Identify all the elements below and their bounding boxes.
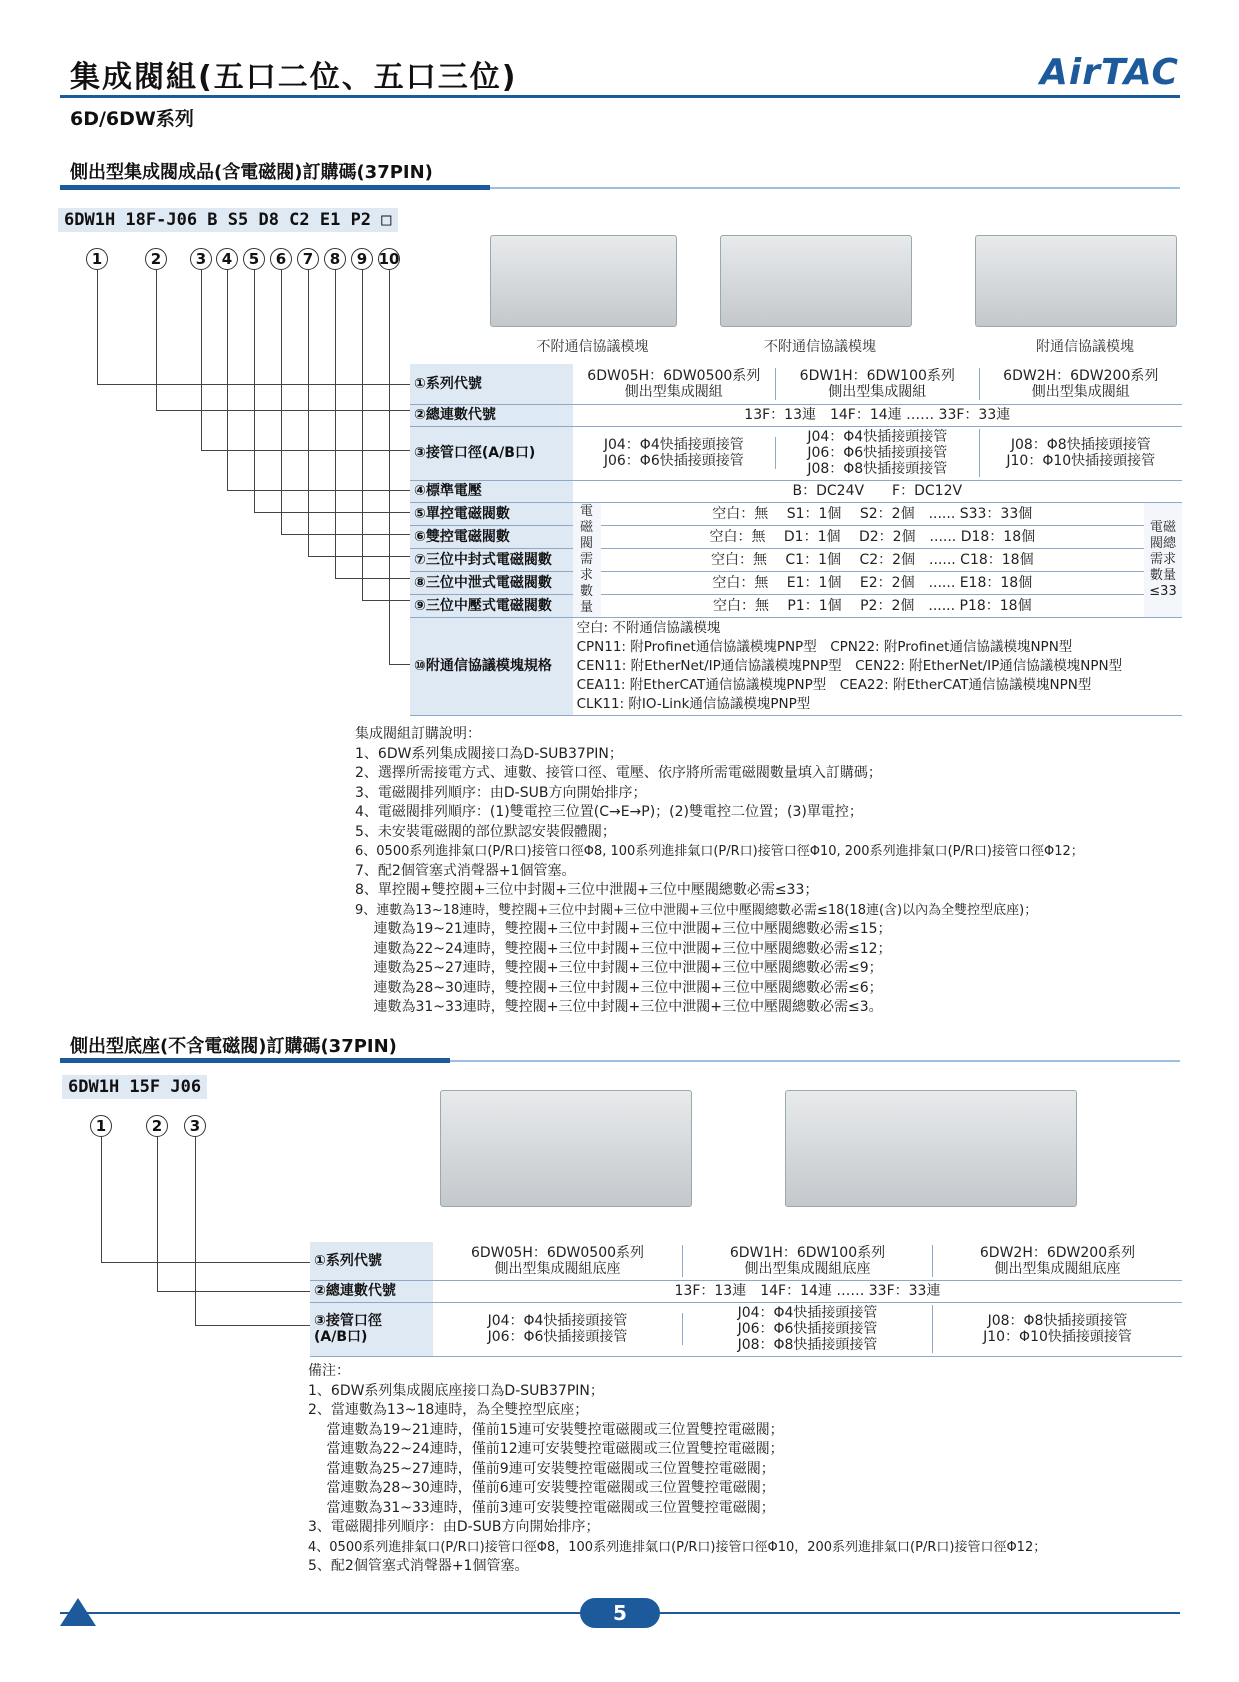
voltage-value: B：DC24V F：DC12V [573, 480, 1182, 502]
valve-row-label: ⑥雙控電磁閥數 [410, 525, 573, 548]
page-title: 集成閥組(五口二位、五口三位) [70, 60, 518, 95]
note-line: 連數為22~24連時，雙控閥+三位中封閥+三位中泄閥+三位中壓閥總數必需≤12； [355, 940, 892, 957]
row-count-label: ②總連數代號 [310, 1280, 433, 1302]
manifold-image-1 [490, 235, 677, 327]
leader-line [389, 664, 410, 665]
series-value-3: 6DW2H：6DW200系列 側出型集成閥組 [1003, 367, 1159, 400]
marker-circle: 3 [190, 248, 212, 270]
valve-row-value: 空白：無 E1：1個 E2：2個 ...... E18：18個 [601, 571, 1144, 594]
row-comm-label: ⑩附通信協議模塊規格 [410, 617, 573, 715]
marker-circle: 9 [351, 248, 373, 270]
notes-1 [355, 725, 1185, 1018]
note-line: 當連數為25~27連時，僅前9連可安裝雙控電磁閥或三位置雙控電磁閥； [308, 1460, 775, 1477]
spec-table-1 [410, 364, 1182, 716]
section1-title: 側出型集成閥成品(含電磁閥)訂購碼(37PIN) [70, 162, 433, 183]
marker-circle: 1 [86, 248, 108, 270]
valve-row-label: ⑤單控電磁閥數 [410, 502, 573, 525]
section2-rule [60, 1058, 450, 1063]
count-value: 13F：13連 14F：14連 …… 33F：33連 [433, 1280, 1182, 1302]
series-value-1: 6DW05H：6DW0500系列 側出型集成閥組 [573, 368, 776, 400]
leader-line [157, 1137, 158, 1291]
note-line: 2、選擇所需接電方式、連數、接管口徑、電壓、依序將所需電磁閥數量填入訂購碼； [355, 765, 882, 781]
row-series-label: ①系列代號 [410, 364, 573, 404]
leader-line [281, 534, 410, 535]
note-line: 連數為31~33連時，雙控閥+三位中封閥+三位中泄閥+三位中壓閥總數必需≤3。 [355, 999, 883, 1015]
section2-title: 側出型底座(不含電磁閥)訂購碼(37PIN) [70, 1036, 397, 1057]
row-voltage-label: ④標準電壓 [410, 480, 573, 502]
leader-line [254, 512, 410, 513]
section1-rule-thin [490, 187, 1180, 189]
marker-circle: 1 [90, 1115, 112, 1137]
image-label-3: 附通信協議模塊 [1036, 339, 1134, 355]
note-line: 1、6DW系列集成閥接口為D-SUB37PIN； [355, 745, 623, 762]
valve-side-label: 電磁閥需求數量 [573, 502, 601, 617]
valve-row-label: ⑨三位中壓式電磁閥數 [410, 594, 573, 617]
note-line: 3、電磁閥排列順序：由D-SUB方向開始排序； [355, 784, 647, 801]
note-line: 當連數為22~24連時，僅前12連可安裝雙控電磁閥或三位置雙控電磁閥； [308, 1441, 784, 1457]
base-image-1 [440, 1090, 692, 1207]
notes-2 [308, 1362, 1188, 1577]
leader-line [101, 1137, 102, 1262]
valve-row-value: 空白：無 D1：1個 D2：2個 ...... D18：18個 [601, 525, 1144, 548]
note-line: 5、配2個管塞式消聲器+1個管塞。 [308, 1558, 529, 1574]
note-line: 當連數為19~21連時，僅前15連可安裝雙控電磁閥或三位置雙控電磁閥； [308, 1421, 784, 1438]
marker-circle: 3 [184, 1115, 206, 1137]
valve-row-label: ⑦三位中封式電磁閥數 [410, 548, 573, 571]
note-line: 4、0500系列進排氣口(P/R口)接管口徑Φ8，100系列進排氣口(P/R口)接管口徑Φ10，200系列進排氣口(P/R口)接管口徑Φ12； [308, 1539, 1047, 1555]
notes-title: 備注： [308, 1363, 350, 1379]
leader-line [335, 578, 410, 579]
leader-line [97, 270, 98, 384]
marker-circle: 8 [324, 248, 346, 270]
port-value-2: J04：Φ4快插接頭接管 J06：Φ6快插接頭接管 J08：Φ8快插接頭接管 [776, 429, 979, 477]
comm-option: CLK11: 附IO-Link通信協議模塊PNP型 [576, 695, 811, 712]
port-value-1: J04：Φ4快插接頭接管 J06：Φ6快插接頭接管 [433, 1313, 683, 1345]
spec-table-2 [310, 1242, 1182, 1357]
series-title: 6D/6DW系列 [70, 108, 194, 130]
comm-option: 空白: 不附通信協議模塊 [576, 619, 721, 636]
note-line: 6、0500系列進排氣口(P/R口)接管口徑Φ8, 100系列進排氣口(P/R口)接管口徑Φ10, 200系列進排氣口(P/R口)接管口徑Φ12； [355, 844, 1084, 859]
leader-line [308, 556, 410, 557]
manifold-image-3 [975, 235, 1177, 327]
leader-line [335, 270, 336, 578]
comm-option: CPN11: 附Profinet通信協議模塊PNP型 CPN22: 附Profinet通信協議模塊NPN型 [576, 638, 1073, 655]
note-line: 3、電磁閥排列順序：由D-SUB方向開始排序； [308, 1519, 600, 1535]
marker-circle: 4 [216, 248, 238, 270]
leader-line [227, 270, 228, 490]
image-label-2: 不附通信協議模塊 [764, 339, 876, 355]
marker-circle: 5 [243, 248, 265, 270]
section1-rule [60, 185, 490, 190]
marker-circle: 10 [378, 250, 400, 268]
section2-rule-thin [450, 1060, 1180, 1062]
note-line: 1、6DW系列集成閥底座接口為D-SUB37PIN； [308, 1382, 604, 1399]
note-line: 2、當連數為13~18連時，為全雙控型底座； [308, 1402, 589, 1418]
row-port-label: ③接管口徑(A/B口) [410, 426, 573, 480]
leader-line [101, 1262, 310, 1263]
valve-row-value: 空白：無 P1：1個 P2：2個 ...... P18：18個 [601, 594, 1144, 617]
leader-line [308, 270, 309, 556]
valve-row-value: 空白：無 S1：1個 S2：2個 ...... S33：33個 [601, 502, 1144, 525]
leader-line [201, 450, 410, 451]
image-label-1: 不附通信協議模塊 [536, 339, 649, 355]
comm-option: CEN11: 附EtherNet/IP通信協議模塊PNP型 CEN22: 附EtherNet/IP通信協議模塊NPN型 [576, 657, 1123, 674]
order-code-2: 6DW1H 15F J06 [62, 1075, 207, 1099]
marker-circle: 2 [146, 1115, 168, 1137]
port-value-3: J08：Φ8快插接頭接管 J10：Φ10快插接頭接管 [1006, 437, 1156, 469]
series-value-2: 6DW1H：6DW100系列 側出型集成閥組底座 [683, 1245, 933, 1277]
count-value: 13F：13連 14F：14連 …… 33F：33連 [573, 404, 1182, 426]
page-number: 5 [580, 1598, 660, 1628]
series-value-1: 6DW05H：6DW0500系列 側出型集成閥組底座 [433, 1245, 683, 1277]
marker-circle: 2 [145, 248, 167, 270]
note-line: 7、配2個管塞式消聲器+1個管塞。 [355, 862, 576, 879]
comm-option: CEA11: 附EtherCAT通信協議模塊PNP型 CEA22: 附EtherCAT通信協議模塊NPN型 [576, 676, 1092, 693]
note-line: 8、單控閥+雙控閥+三位中封閥+三位中泄閥+三位中壓閥總數必需≤33； [355, 882, 819, 898]
note-line: 連數為25~27連時，雙控閥+三位中封閥+三位中泄閥+三位中壓閥總數必需≤9； [355, 960, 883, 976]
port-value-1: J04：Φ4快插接頭接管 J06：Φ6快插接頭接管 [573, 437, 776, 469]
series-value-3: 6DW2H：6DW200系列 側出型集成閥組底座 [979, 1244, 1136, 1277]
port-value-2: J04：Φ4快插接頭接管 J06：Φ6快插接頭接管 J08：Φ8快插接頭接管 [683, 1305, 933, 1353]
header-rule [60, 95, 1180, 98]
note-line: 4、電磁閥排列順序：(1)雙電控三位置(C→E→P)；(2)雙電控二位置；(3)單電控； [355, 804, 863, 820]
valve-row-label: ⑧三位中泄式電磁閥數 [410, 571, 573, 594]
total-valve-label: 電磁閥總需求數量≤33 [1144, 502, 1182, 617]
leader-line [201, 270, 202, 450]
row-count-label: ②總連數代號 [410, 404, 573, 426]
brand-logo: AirTAC [1040, 52, 1179, 93]
marker-circle: 6 [270, 248, 292, 270]
base-image-2 [785, 1090, 1077, 1207]
leader-line [195, 1137, 196, 1325]
notes-title: 集成閥組訂購說明： [355, 726, 481, 742]
leader-line [156, 270, 157, 410]
manifold-image-2 [720, 235, 912, 327]
series-value-2: 6DW1H：6DW100系列 側出型集成閥組 [776, 368, 979, 400]
leader-line [389, 270, 390, 664]
note-line: 當連數為31~33連時，僅前3連可安裝雙控電磁閥或三位置雙控電磁閥； [308, 1499, 775, 1516]
row-port-label: ③接管口徑 (A/B口) [310, 1302, 433, 1356]
leader-line [195, 1325, 310, 1326]
valve-row-value: 空白：無 C1：1個 C2：2個 ...... C18：18個 [601, 548, 1144, 571]
note-line: 9、連數為13~18連時，雙控閥+三位中封閥+三位中泄閥+三位中壓閥總數必需≤18(18連(含)以內為全雙控型底座)； [355, 902, 1038, 918]
note-line: 連數為28~30連時，雙控閥+三位中封閥+三位中泄閥+三位中壓閥總數必需≤6； [355, 979, 883, 996]
leader-line [281, 270, 282, 534]
leader-line [156, 410, 410, 411]
port-value-3: J08：Φ8快插接頭接管 J10：Φ10快插接頭接管 [983, 1313, 1132, 1345]
row-series-label: ①系列代號 [310, 1242, 433, 1280]
note-line: 連數為19~21連時，雙控閥+三位中封閥+三位中泄閥+三位中壓閥總數必需≤15； [355, 921, 892, 937]
leader-line [157, 1291, 310, 1292]
leader-line [362, 270, 363, 600]
leader-line [362, 600, 410, 601]
note-line: 當連數為28~30連時，僅前6連可安裝雙控電磁閥或三位置雙控電磁閥； [308, 1480, 775, 1496]
leader-line [254, 270, 255, 512]
note-line: 5、未安裝電磁閥的部位默認安裝假體閥； [355, 823, 616, 840]
order-code: 6DW1H 18F-J06 B S5 D8 C2 E1 P2 □ [58, 208, 398, 232]
marker-circle: 7 [297, 248, 319, 270]
